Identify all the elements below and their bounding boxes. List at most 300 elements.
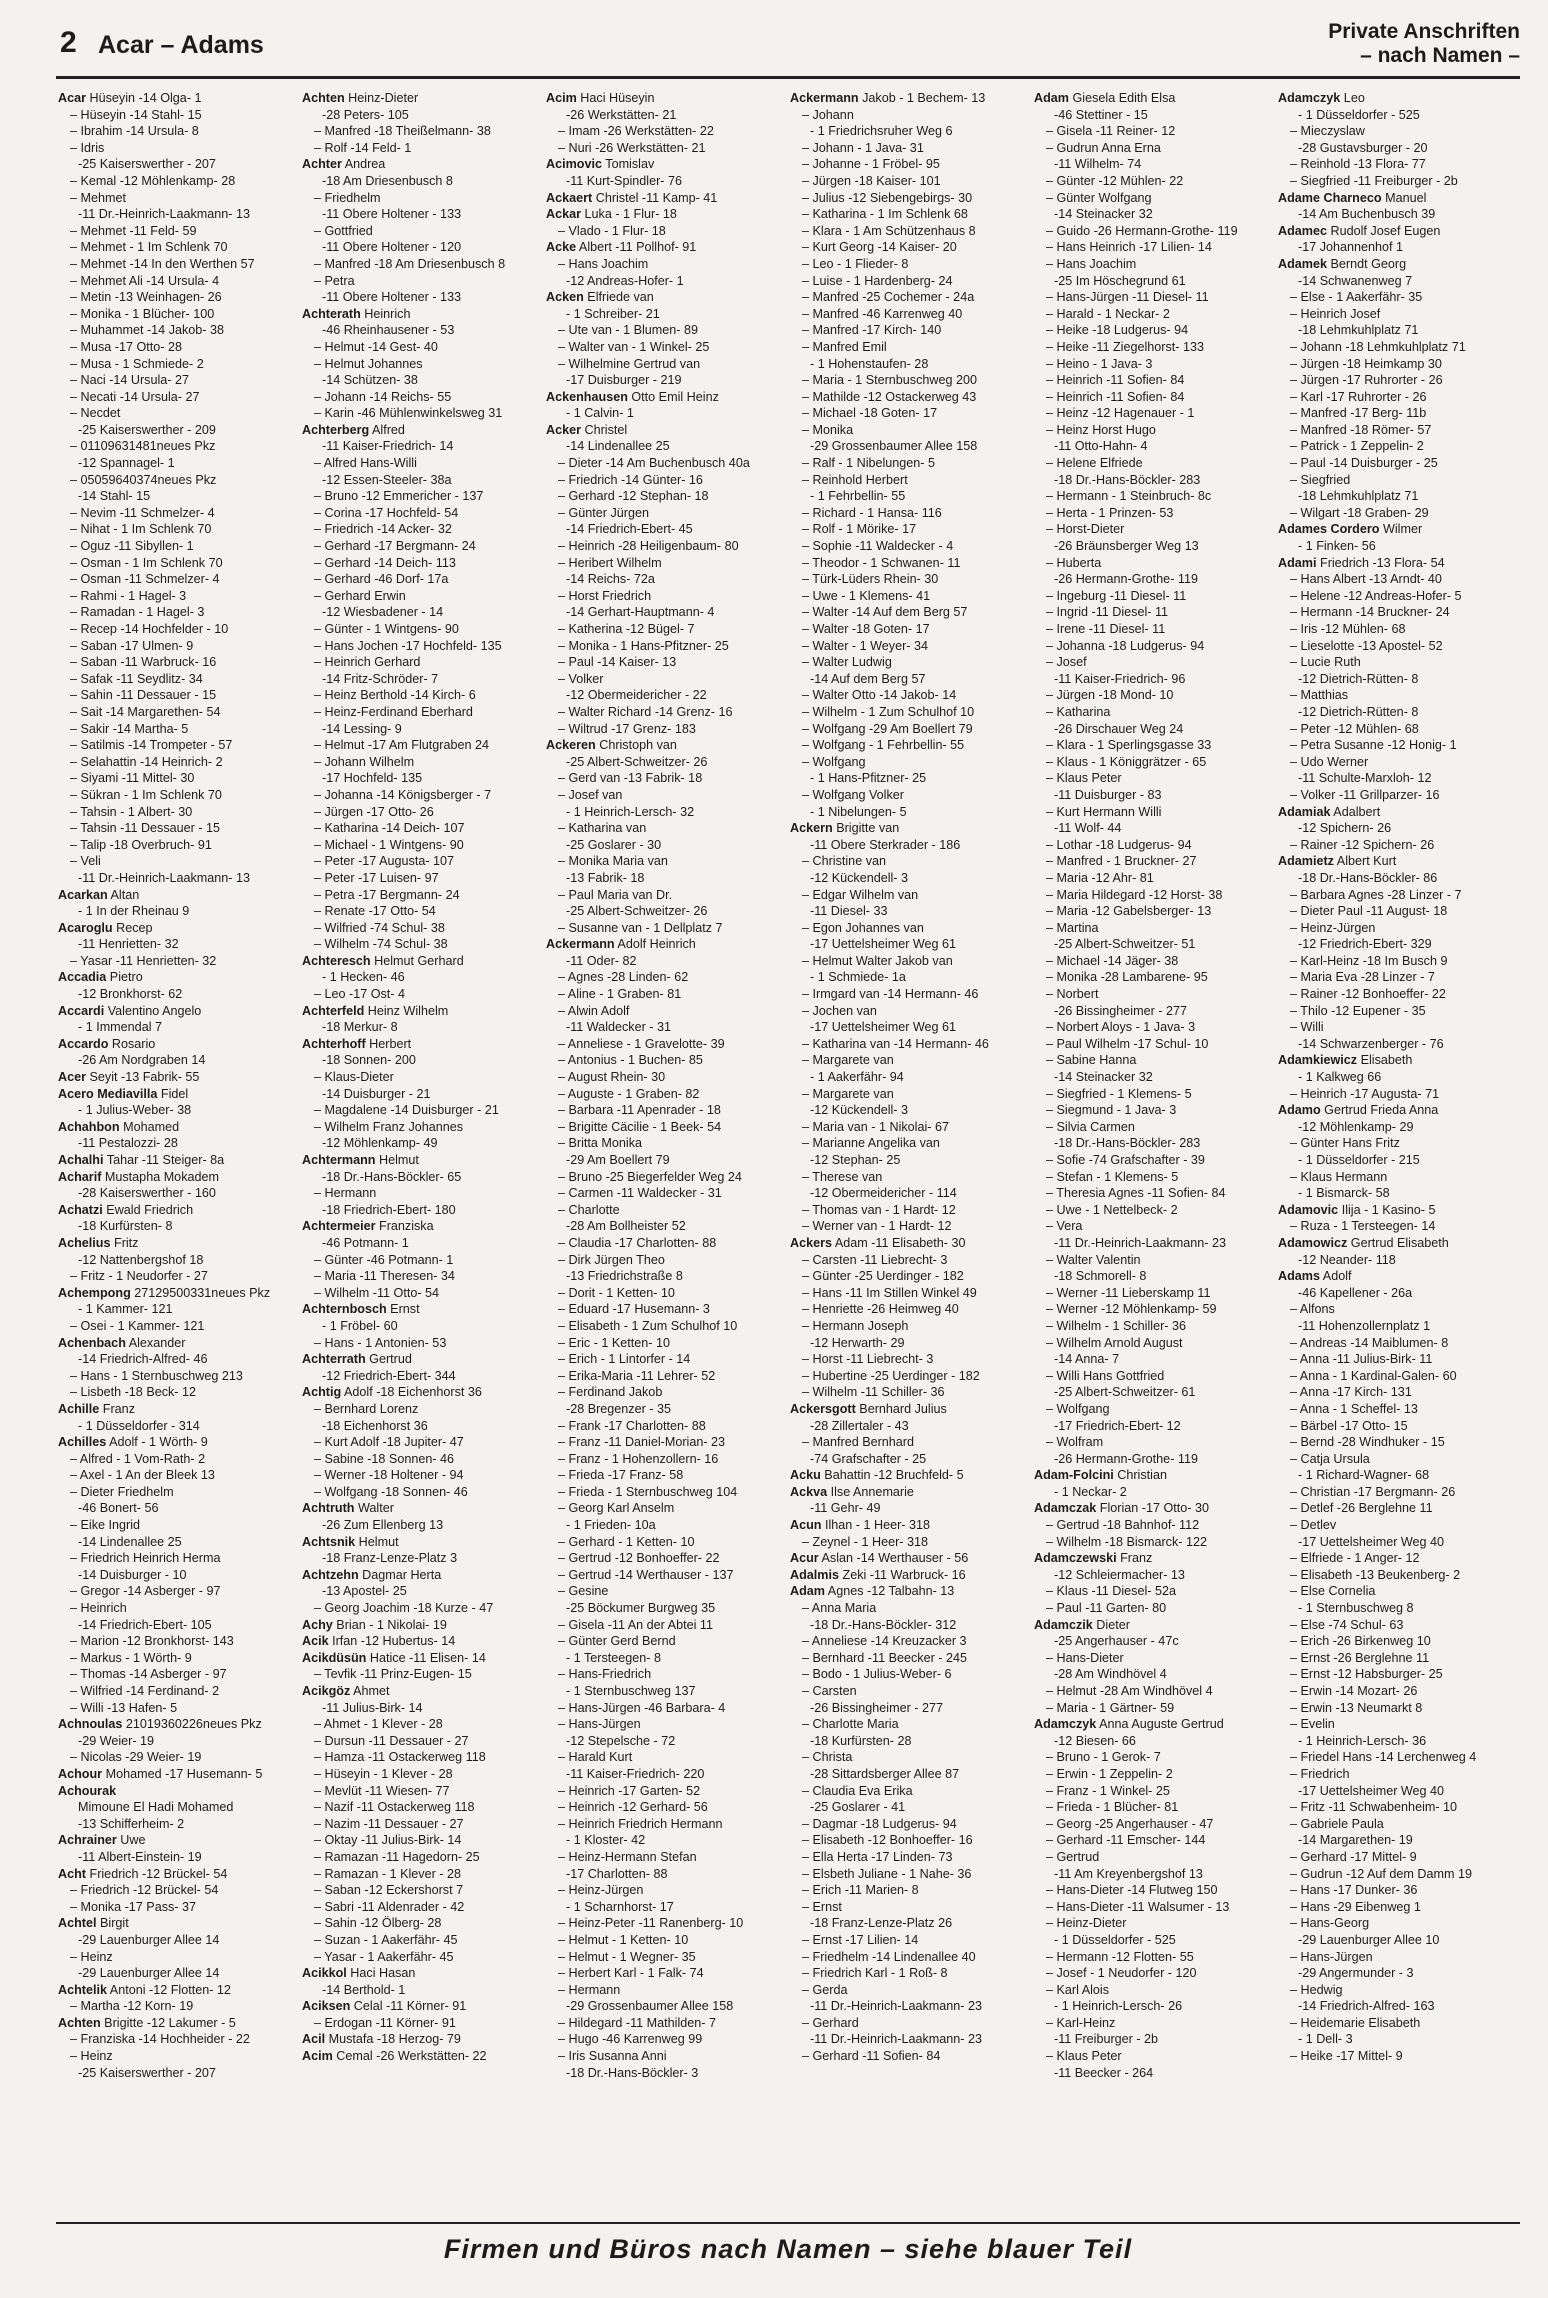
directory-subentry: – Dagmar -18 Ludgerus- 94 — [802, 1816, 957, 1831]
directory-subentry: – Wolfgang -18 Sonnen- 46 — [314, 1484, 468, 1499]
entry-detail: Ilse Annemarie — [827, 1484, 914, 1499]
directory-subentry: – Dirk Jürgen Theo — [558, 1252, 665, 1267]
entry-detail: Adolf - 1 Wörth- 9 — [106, 1435, 208, 1450]
directory-subentry: – Helmut -28 Am Windhövel 4 — [1046, 1684, 1213, 1698]
directory-entry — [1034, 1500, 1270, 1517]
directory-subentry: – Gottfried — [314, 223, 373, 238]
directory-subentry: – Britta Monika — [558, 1136, 642, 1151]
address-line: - 1 Tersteegen- 8 — [566, 1650, 661, 1665]
directory-subentry: – Heinz-Dieter — [1046, 1916, 1127, 1931]
directory-subentry: – Kurt Adolf -18 Jupiter- 47 — [314, 1435, 464, 1450]
directory-subentry: – Lothar -18 Ludgerus- 94 — [1046, 837, 1192, 852]
directory-subentry: – Irmgard van -14 Hermann- 46 — [802, 987, 979, 1002]
directory-subentry: – Gertrud — [1046, 1849, 1100, 1864]
address-line: - 1 Düsseldorfer - 215 — [1298, 1153, 1420, 1167]
address-line: -12 Möhlenkamp- 49 — [322, 1136, 438, 1151]
directory-entry — [546, 239, 782, 256]
directory-entry — [1278, 521, 1514, 538]
directory-subentry: – Markus - 1 Wörth- 9 — [70, 1650, 192, 1665]
surname: Adam — [790, 1584, 825, 1599]
address-line: -29 Angermunder - 3 — [1298, 1966, 1414, 1981]
entry-detail: Andrea — [341, 157, 386, 172]
address-line: -12 Schleiermacher- 13 — [1054, 1567, 1185, 1582]
entry-detail: Alfred — [369, 422, 405, 437]
address-line: - 1 Bismarck- 58 — [1298, 1186, 1390, 1201]
surname: Adalmis — [790, 1567, 839, 1582]
directory-subentry: – Heinrich -17 Augusta- 71 — [1290, 1086, 1440, 1101]
directory-subentry: – Karin -46 Mühlenwinkelsweg 31 — [314, 406, 503, 421]
directory-entry — [302, 1500, 538, 1517]
directory-subentry: – Thilo -12 Eupener - 35 — [1290, 1003, 1426, 1018]
directory-entry — [546, 422, 782, 439]
directory-subentry: – Saban -11 Warbruck- 16 — [70, 655, 217, 670]
surname: Achempong — [58, 1285, 131, 1300]
address-line: - 1 Kalkweg 66 — [1298, 1070, 1382, 1085]
address-line: -14 Friedrich-Alfred- 163 — [1298, 1999, 1435, 2014]
address-line: - 1 Scharnhorst- 17 — [566, 1899, 674, 1914]
directory-entry — [302, 1384, 538, 1401]
surname: Adamovic — [1278, 1202, 1339, 1217]
directory-subentry: – Julius -12 Siebengebirgs- 30 — [802, 190, 973, 205]
entry-detail: Gertrud — [365, 1352, 412, 1367]
entry-detail: 27129500331neues Pkz — [130, 1285, 271, 1300]
directory-entry — [58, 1401, 294, 1418]
address-line: -74 Grafschafter - 25 — [810, 1451, 927, 1466]
directory-subentry: – Petra — [314, 273, 355, 288]
address-line: -28 Am Bollheister 52 — [566, 1219, 686, 1234]
surname: Adamczewski — [1034, 1551, 1117, 1566]
directory-subentry: – Manfred -18 Theißelmann- 38 — [314, 124, 491, 139]
directory-subentry: – Matthias — [1290, 688, 1349, 703]
directory-subentry: – Bärbel -17 Otto- 15 — [1290, 1418, 1408, 1433]
directory-subentry: – Manfred - 1 Bruckner- 27 — [1046, 854, 1197, 869]
directory-subentry: – Elfriede - 1 Anger- 12 — [1290, 1551, 1420, 1566]
surname: Achterath — [302, 306, 361, 321]
surname: Acur — [790, 1551, 819, 1566]
directory-entry — [302, 2031, 538, 2048]
directory-subentry: – Ibrahim -14 Ursula- 8 — [70, 124, 199, 139]
directory-subentry: – Heribert Wilhelm — [558, 555, 662, 570]
directory-subentry: – Lisbeth -18 Beck- 12 — [70, 1385, 197, 1400]
directory-subentry: – Manfred -17 Kirch- 140 — [802, 323, 942, 338]
directory-subentry: – Hamza -11 Ostackerweg 118 — [314, 1750, 486, 1765]
directory-subentry: – Wilgart -18 Graben- 29 — [1290, 505, 1429, 520]
entry-detail: Celal -11 Körner- 91 — [350, 1999, 467, 2014]
address-line: - 1 Frieden- 10a — [566, 1518, 656, 1533]
directory-subentry: – Tahsin -11 Dessauer - 15 — [70, 821, 221, 836]
surname: Adamczyk — [1278, 91, 1341, 105]
directory-subentry: – Gerhard -17 Bergmann- 24 — [314, 539, 476, 554]
surname: Achtsnik — [302, 1534, 356, 1549]
directory-subentry: – Wilhelm -11 Otto- 54 — [314, 1285, 440, 1300]
directory-entry — [302, 1218, 538, 1235]
surname: Adamiak — [1278, 804, 1331, 819]
directory-subentry: – Johanna -14 Königsberger - 7 — [314, 787, 492, 802]
directory-entry — [302, 2048, 538, 2065]
directory-entry — [302, 1036, 538, 1053]
directory-subentry: – Maria - 1 Gärtner- 59 — [1046, 1700, 1175, 1715]
surname: Achtel — [58, 1916, 97, 1931]
address-line: -12 Bronkhorst- 62 — [78, 987, 183, 1002]
directory-subentry: – Ernst -26 Berglehne 11 — [1290, 1650, 1430, 1665]
directory-subentry: – Franz - 1 Hohenzollern- 16 — [558, 1451, 719, 1466]
directory-subentry: – Erwin -14 Mozart- 26 — [1290, 1684, 1418, 1698]
directory-subentry: – Manfred Emil — [802, 339, 887, 354]
directory-subentry: – Herbert Karl - 1 Falk- 74 — [558, 1966, 704, 1981]
surname: Adamec — [1278, 223, 1327, 238]
directory-subentry: – Helmut - 1 Ketten- 10 — [558, 1932, 689, 1947]
directory-subentry: – Satilmis -14 Trompeter - 57 — [70, 738, 233, 753]
surname: Ackermann — [546, 937, 615, 952]
directory-subentry: – Erwin - 1 Zeppelin- 2 — [1046, 1766, 1173, 1781]
entry-detail: Haci Hasan — [346, 1966, 416, 1981]
entry-detail: Ernst — [386, 1302, 420, 1317]
directory-entry — [1034, 1467, 1270, 1484]
directory-subentry: – Gerhard -11 Sofien- 84 — [802, 2049, 941, 2064]
directory-subentry: – Fritz - 1 Neudorfer - 27 — [70, 1269, 208, 1284]
directory-subentry: – Ramadan - 1 Hagel- 3 — [70, 605, 205, 620]
entry-detail: Heinz-Dieter — [344, 91, 419, 105]
surname: Acim — [302, 2049, 333, 2064]
directory-subentry: – Hans-Georg — [1290, 1916, 1370, 1931]
entry-detail: Heinz Wilhelm — [364, 1003, 449, 1018]
directory-subentry: – Josef — [1046, 655, 1087, 670]
address-line: - 1 Fröbel- 60 — [322, 1318, 398, 1333]
directory-entry — [58, 1285, 294, 1302]
directory-entry — [1278, 804, 1514, 821]
directory-subentry: – Ramazan - 1 Klever - 28 — [314, 1866, 461, 1881]
directory-subentry: – Klaus - 1 Königgrätzer - 65 — [1046, 754, 1207, 769]
address-line: -28 Zillertaler - 43 — [810, 1418, 909, 1433]
address-line: -18 Eichenhorst 36 — [322, 1418, 428, 1433]
entry-detail: Heinrich — [360, 306, 411, 321]
directory-subentry: – Mieczyslaw — [1290, 124, 1365, 139]
directory-subentry: – Karl Alois — [1046, 1982, 1109, 1997]
surname: Acim — [546, 91, 577, 105]
directory-entry — [58, 1434, 294, 1451]
directory-subentry: – Katharina — [1046, 704, 1111, 719]
address-line: -12 Stepelsche - 72 — [566, 1733, 676, 1748]
address-line: -13 Friedrichstraße 8 — [566, 1269, 683, 1284]
directory-subentry: – Gerda — [802, 1982, 848, 1997]
directory-subentry: – Imam -26 Werkstätten- 22 — [558, 124, 714, 139]
directory-entry — [1278, 190, 1514, 207]
directory-subentry: – Auguste - 1 Graben- 82 — [558, 1086, 700, 1101]
surname: Accadia — [58, 970, 107, 985]
surname: Adamo — [1278, 1103, 1321, 1118]
directory-subentry: – Georg -25 Angerhauser - 47 — [1046, 1816, 1214, 1831]
directory-subentry: – Klaus Hermann — [1290, 1169, 1388, 1184]
directory-subentry: – Horst -11 Liebrecht- 3 — [802, 1352, 934, 1367]
directory-subentry: – Gerhard -14 Deich- 113 — [314, 555, 456, 570]
entry-detail: Mohamed — [119, 1119, 180, 1134]
directory-subentry: – Heinz-Hermann Stefan — [558, 1849, 697, 1864]
directory-subentry: – Heinz-Jürgen — [558, 1883, 644, 1898]
entry-detail: Christel -11 Kamp- 41 — [592, 190, 718, 205]
address-line: - 1 Hecken- 46 — [322, 970, 405, 985]
surname: Ackers — [790, 1235, 833, 1250]
directory-entry — [1278, 90, 1514, 107]
directory-subentry: – Siyami -11 Mittel- 30 — [70, 771, 195, 786]
surname: Achille — [58, 1401, 100, 1416]
directory-subentry: – Franziska -14 Hochheider - 22 — [70, 2032, 250, 2047]
address-line: -11 Pestalozzi- 28 — [78, 1136, 178, 1151]
directory-subentry: – Idris — [70, 140, 105, 155]
surname: Achenbach — [58, 1335, 126, 1350]
directory-subentry: – Siegfried — [1290, 472, 1351, 487]
directory-subentry: – Michael -14 Jäger- 38 — [1046, 953, 1179, 968]
directory-subentry: – Helene -12 Andreas-Hofer- 5 — [1290, 588, 1462, 603]
directory-subentry: – Sahin -11 Dessauer - 15 — [70, 688, 217, 703]
directory-subentry: – Katharina -14 Deich- 107 — [314, 821, 465, 836]
directory-subentry: – Talip -18 Overbruch- 91 — [70, 837, 212, 852]
directory-subentry: – Leo -17 Ost- 4 — [314, 987, 406, 1002]
surname: Acikgöz — [302, 1684, 351, 1698]
directory-subentry: – Heinz Horst Hugo — [1046, 422, 1156, 437]
directory-subentry: – Stefan - 1 Klemens- 5 — [1046, 1169, 1179, 1184]
directory-subentry: – Gesine — [558, 1584, 609, 1599]
directory-subentry: – Carmen -11 Waldecker - 31 — [558, 1186, 722, 1201]
directory-subentry: – Detlev — [1290, 1518, 1337, 1533]
address-line: -12 Dietrich-Rütten- 8 — [1298, 671, 1419, 686]
directory-subentry: – Iris Susanna Anni — [558, 2049, 667, 2064]
directory-subentry: – Therese van — [802, 1169, 883, 1184]
directory-entry — [58, 1866, 294, 1883]
directory-subentry: – Gudrun -12 Auf dem Damm 19 — [1290, 1866, 1473, 1881]
address-line: -11 Obere Holtener - 133 — [322, 207, 462, 222]
directory-subentry: – Hermann -14 Bruckner- 24 — [1290, 605, 1450, 620]
address-line: -18 Kurfürsten- 8 — [78, 1219, 173, 1234]
entry-detail: Friedrich -13 Flora- 54 — [1316, 555, 1445, 570]
address-line: - 1 Kammer- 121 — [78, 1302, 173, 1317]
directory-subentry: – Ella Herta -17 Linden- 73 — [802, 1849, 953, 1864]
entry-detail: Ilhan - 1 Heer- 318 — [821, 1518, 930, 1533]
directory-subentry: – Sakir -14 Martha- 5 — [70, 721, 189, 736]
directory-subentry: – Anna -17 Kirch- 131 — [1290, 1385, 1412, 1400]
address-line: -26 Bissingheimer - 277 — [1054, 1003, 1187, 1018]
directory-subentry: – Edgar Wilhelm van — [802, 887, 919, 902]
directory-subentry: – Heike -18 Ludgerus- 94 — [1046, 323, 1189, 338]
entry-detail: Adam -11 Elisabeth- 30 — [832, 1235, 966, 1250]
directory-subentry: – Henriette -26 Heimweg 40 — [802, 1302, 959, 1317]
directory-subentry: – Ruza - 1 Tersteegen- 14 — [1290, 1219, 1436, 1234]
directory-entry — [58, 1119, 294, 1136]
directory-subentry: – Mehmet - 1 Im Schlenk 70 — [70, 240, 228, 255]
surname: Acht — [58, 1866, 86, 1881]
directory-subentry: – Wilhelm Franz Johannes — [314, 1119, 464, 1134]
directory-subentry: – Hedwig — [1290, 1982, 1343, 1997]
surname: Aciksen — [302, 1999, 351, 2014]
address-line: - 1 Heinrich-Lersch- 36 — [1298, 1733, 1427, 1748]
directory-subentry: – Paul Maria van Dr. — [558, 887, 673, 902]
directory-entry — [790, 1517, 1026, 1534]
address-line: - 1 Düsseldorfer - 525 — [1298, 107, 1420, 122]
directory-subentry: – Yasar - 1 Aakerfähr- 45 — [314, 1949, 454, 1964]
entry-detail: Zeki -11 Warbruck- 16 — [839, 1567, 966, 1582]
entry-detail: Leo — [1340, 91, 1365, 105]
directory-entry — [546, 206, 782, 223]
directory-subentry: – Werner -11 Lieberskamp 11 — [1046, 1285, 1211, 1300]
directory-subentry: – Manfred -25 Cochemer - 24a — [802, 290, 975, 305]
entry-detail: Christel — [581, 422, 628, 437]
directory-subentry: – Erdogan -11 Körner- 91 — [314, 2015, 456, 2030]
directory-subentry: – Udo Werner — [1290, 754, 1369, 769]
directory-subentry: – Johann - 1 Java- 31 — [802, 140, 924, 155]
directory-subentry: – Maria - 1 Sternbuschweg 200 — [802, 373, 978, 388]
directory-subentry: – Hermann - 1 Steinbruch- 8c — [1046, 489, 1212, 504]
address-line: -18 Dr.-Hans-Böckler- 283 — [1054, 472, 1201, 487]
directory-subentry: – Alfons — [1290, 1302, 1335, 1317]
address-line: -18 Franz-Lenze-Platz 3 — [322, 1551, 458, 1566]
address-line: -14 Gerhart-Hauptmann- 4 — [566, 605, 715, 620]
directory-subentry: – Elisabeth - 1 Zum Schulhof 10 — [558, 1318, 738, 1333]
directory-subentry: – Willi Hans Gottfried — [1046, 1368, 1165, 1383]
directory-subentry: – Naci -14 Ursula- 27 — [70, 373, 189, 388]
directory-subentry: – Bernd -28 Windhuker - 15 — [1290, 1435, 1445, 1450]
header-rule — [56, 76, 1520, 79]
directory-subentry: – Wolfgang - 1 Fehrbellin- 55 — [802, 738, 965, 753]
directory-entry — [1278, 555, 1514, 572]
directory-subentry: – Helene Elfriede — [1046, 456, 1143, 471]
surname: Adamowicz — [1278, 1235, 1348, 1250]
address-line: -17 Uettelsheimer Weg 61 — [810, 1020, 957, 1035]
entry-detail: Pietro — [106, 970, 143, 985]
address-line: -46 Stettiner - 15 — [1054, 107, 1148, 122]
directory-subentry: – Gerhard - 1 Ketten- 10 — [558, 1534, 695, 1549]
entry-detail: Rosario — [108, 1036, 156, 1051]
directory-subentry: – Hüseyin - 1 Klever - 28 — [314, 1766, 453, 1781]
address-line: -13 Schifferheim- 2 — [78, 1816, 185, 1831]
directory-subentry: – Friedrich — [1290, 1766, 1350, 1781]
directory-subentry: – Ralf - 1 Nibelungen- 5 — [802, 456, 936, 471]
directory-subentry: – Hugo -46 Karrenweg 99 — [558, 2032, 703, 2047]
address-line: -25 Albert-Schweitzer- 26 — [566, 754, 708, 769]
directory-subentry: – Ingeburg -11 Diesel- 11 — [1046, 588, 1187, 603]
directory-subentry: – Gregor -14 Asberger - 97 — [70, 1584, 221, 1599]
directory-entry — [58, 1716, 294, 1733]
directory-subentry: – Marion -12 Bronkhorst- 143 — [70, 1634, 234, 1649]
directory-subentry: – Türk-Lüders Rhein- 30 — [802, 572, 939, 587]
entry-detail: Ilija - 1 Kasino- 5 — [1338, 1202, 1436, 1217]
surname: Acku — [790, 1468, 821, 1483]
surname: Ackeren — [546, 738, 596, 753]
surname: Acke — [546, 240, 577, 255]
directory-entry — [58, 1783, 294, 1800]
directory-subentry: – Anna Maria — [802, 1601, 877, 1616]
directory-entry — [546, 190, 782, 207]
directory-subentry: – Rolf -14 Feld- 1 — [314, 140, 412, 155]
address-line: -12 Kückendell- 3 — [810, 1103, 909, 1118]
surname: Achahbon — [58, 1119, 120, 1134]
address-line: -17 Uettelsheimer Weg 40 — [1298, 1783, 1445, 1798]
entry-detail: Seyit -13 Fabrik- 55 — [86, 1070, 200, 1085]
address-line: -13 Fabrik- 18 — [566, 870, 645, 885]
entry-detail: Tahar -11 Steiger- 8a — [103, 1153, 225, 1167]
entry-detail: Albert Kurt — [1333, 854, 1397, 869]
address-line: -17 Duisburger - 219 — [566, 373, 682, 388]
address-line: -25 Albert-Schweitzer- 51 — [1054, 937, 1196, 952]
entry-detail: Dieter — [1092, 1617, 1130, 1632]
directory-subentry: – Osman -11 Schmelzer- 4 — [70, 572, 220, 587]
directory-entry — [546, 389, 782, 406]
directory-subentry: – Renate -17 Otto- 54 — [314, 904, 436, 919]
surname: Adamietz — [1278, 854, 1334, 869]
name-range: Acar – Adams — [98, 31, 264, 59]
directory-subentry: – Gerhard -17 Mittel- 9 — [1290, 1849, 1417, 1864]
address-line: -28 Gustavsburger - 20 — [1298, 140, 1428, 155]
entry-detail: Jakob - 1 Bechem- 13 — [858, 91, 986, 105]
directory-subentry: – Wilhelm -74 Schul- 38 — [314, 937, 448, 952]
directory-subentry: – Else -74 Schul- 63 — [1290, 1617, 1404, 1632]
directory-subentry: – Horst Friedrich — [558, 588, 652, 603]
page-footer — [56, 2222, 1520, 2274]
footer-note: Firmen und Büros nach Namen – siehe blauer Teil — [443, 2234, 1133, 2264]
directory-subentry: – Wilhelm Arnold August — [1046, 1335, 1183, 1350]
directory-subentry: – Carsten -11 Liebrecht- 3 — [802, 1252, 948, 1267]
directory-entry — [1278, 853, 1514, 870]
directory-subentry: – Maria van - 1 Nikolai- 67 — [802, 1119, 949, 1134]
directory-subentry: – Margarete van — [802, 1086, 894, 1101]
directory-subentry: – Osei - 1 Kammer- 121 — [70, 1318, 205, 1333]
directory-entry — [790, 1467, 1026, 1484]
directory-subentry: – Recep -14 Hochfelder - 10 — [70, 622, 229, 636]
directory-subentry: – Walter Richard -14 Grenz- 16 — [558, 704, 733, 719]
directory-subentry: – Heinz Berthold -14 Kirch- 6 — [314, 688, 476, 703]
address-line: - 1 Dell- 3 — [1298, 2032, 1353, 2047]
directory-subentry: – Detlef -26 Berglehne 11 — [1290, 1501, 1433, 1516]
directory-subentry: – Günter Jürgen — [558, 505, 650, 520]
address-line: -17 Charlotten- 88 — [566, 1866, 668, 1881]
entry-detail: Adolf -18 Eichenhorst 36 — [341, 1385, 482, 1400]
section-title — [1328, 20, 1520, 68]
directory-subentry: – Volker — [558, 671, 604, 686]
directory-subentry: – Heinrich -28 Heiligenbaum- 80 — [558, 539, 739, 554]
address-line: -25 Goslarer - 30 — [566, 837, 662, 852]
directory-subentry: – Anna - 1 Scheffel- 13 — [1290, 1401, 1418, 1416]
directory-subentry: – Anna -11 Julius-Birk- 11 — [1290, 1352, 1433, 1367]
directory-entry — [302, 1650, 538, 1667]
address-line: -11 Obere Holtener - 133 — [322, 290, 462, 305]
directory-subentry: – Musa - 1 Schmiede- 2 — [70, 356, 204, 371]
address-line: -18 Lehmkuhlplatz 71 — [1298, 323, 1419, 338]
directory-subentry: – Gerhard -11 Emscher- 144 — [1046, 1833, 1206, 1848]
directory-entry — [302, 1351, 538, 1368]
directory-subentry: – Wilfried -14 Ferdinand- 2 — [70, 1684, 220, 1698]
directory-subentry: – Reinhold -13 Flora- 77 — [1290, 157, 1426, 172]
directory-entry — [790, 1550, 1026, 1567]
address-line: -26 Dirschauer Weg 24 — [1054, 721, 1184, 736]
directory-subentry: – Günter Gerd Bernd — [558, 1634, 676, 1649]
address-line: -29 Grossenbaumer Allee 158 — [566, 1999, 734, 2014]
directory-subentry: – Sabine Hanna — [1046, 1053, 1137, 1068]
directory-subentry: – Helmut - 1 Wegner- 35 — [558, 1949, 696, 1964]
directory-subentry: – Tahsin - 1 Albert- 30 — [70, 804, 193, 819]
address-line: -14 Lindenallee 25 — [78, 1534, 182, 1549]
address-line: -11 Schulte-Marxloh- 12 — [1298, 771, 1432, 786]
address-line: -46 Kapellener - 26a — [1298, 1285, 1413, 1300]
address-line: -14 Lessing- 9 — [322, 721, 402, 736]
surname: Achterfeld — [302, 1003, 365, 1018]
directory-entry — [546, 737, 782, 754]
address-line: -11 Obere Holtener - 120 — [322, 240, 462, 255]
directory-subentry: – Helmut -17 Am Flutgraben 24 — [314, 738, 490, 753]
entry-detail: Elfriede van — [583, 290, 654, 305]
directory-subentry: – Rolf - 1 Mörike- 17 — [802, 522, 917, 537]
directory-subentry: – Walter Valentin — [1046, 1252, 1141, 1267]
surname: Acikkol — [302, 1966, 347, 1981]
directory-subentry: – Josef - 1 Neudorfer - 120 — [1046, 1966, 1197, 1981]
directory-subentry: – Katherina -12 Bügel- 7 — [558, 622, 695, 636]
